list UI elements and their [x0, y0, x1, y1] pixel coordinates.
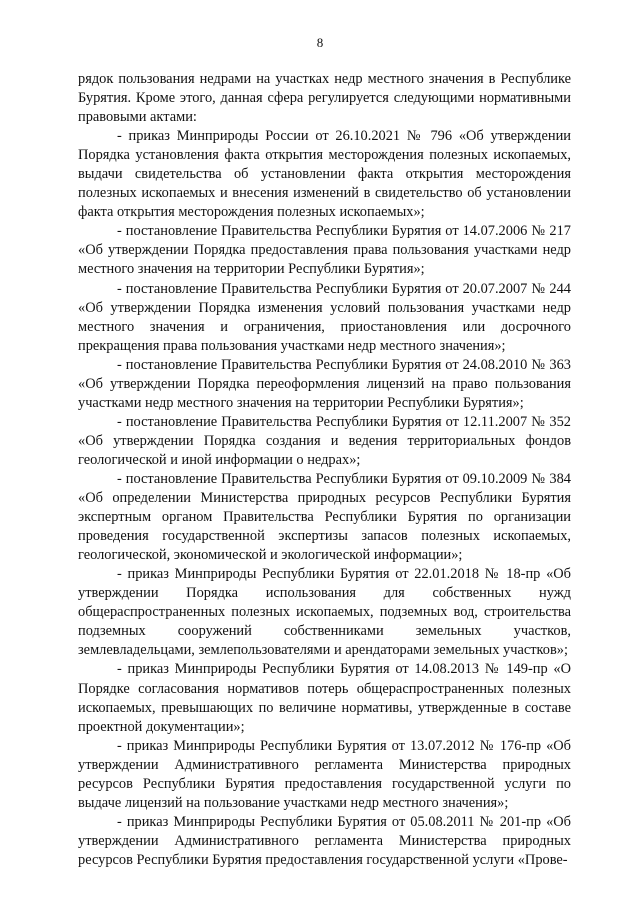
list-item: - постановление Правительства Республики Бурятия от 20.07.2007 № 244 «Об утверждении Порядка изменения условий пользования участками недр местного значения и ограничения, приостановления или досрочного прекращения права пользования участками недр местного значения»; — [78, 280, 571, 354]
page-number: 8 — [316, 35, 324, 50]
list-item: - постановление Правительства Республики Бурятия от 09.10.2009 № 384 «Об определении Министерства природных ресурсов Республики Бурятия экспертным органом Правительства Республики Бурятия по организации проведения государственной экспертизы запасов полезных ископаемых, геологической, экономической и экологической информации»; — [78, 470, 571, 564]
list-item: - постановление Правительства Республики Бурятия от 12.11.2007 № 352 «Об утверждении Порядка создания и ведения территориальных фондов геологической и иной информации о недрах»; — [78, 413, 571, 468]
paragraph: рядок пользования недрами на участках недр местного значения в Республике Бурятия. Кроме этого, данная сфера регулируется следующими нормативными правовыми актами: — [78, 71, 571, 126]
body-text — [78, 70, 571, 870]
list-item: - приказ Минприроды Республики Бурятия от 14.08.2013 № 149-пр «О Порядке согласования нормативов потерь общераспространенных полезных ископаемых, превышающих по величине нормативы, утвержденные в составе проектной документации»; — [78, 661, 571, 735]
list-item: - приказ Минприроды России от 26.10.2021 № 796 «Об утверждении Порядка установления факта открытия месторождения полезных ископаемых, выдачи свидетельства об установлении факта открытия месторождения полезных ископаемых и внесения изменений в свидетельство об установлении факта открытия месторождения полезных ископаемых»; — [78, 128, 571, 221]
list-item: - приказ Минприроды Республики Бурятия от 13.07.2012 № 176-пр «Об утверждении Административного регламента Министерства природных ресурсов Республики Бурятия предоставления государственной услуги по выдаче лицензий на пользование участками недр местного значения»; — [78, 737, 571, 811]
list-item: - постановление Правительства Республики Бурятия от 14.07.2006 № 217 «Об утверждении Порядка предоставления права пользования участками недр местного значения на территории Республики Бурятия»; — [78, 223, 571, 278]
list-item: - постановление Правительства Республики Бурятия от 24.08.2010 № 363 «Об утверждении Порядка переоформления лицензий на право пользования участками недр местного значения на территории Республики Бурятия»; — [78, 356, 571, 411]
list-item: - приказ Минприроды Республики Бурятия от 05.08.2011 № 201-пр «Об утверждении Административного регламента Министерства природных ресурсов Республики Бурятия предоставления государственной услуги «Прове- — [78, 813, 571, 868]
list-item: - приказ Минприроды Республики Бурятия от 22.01.2018 № 18-пр «Об утверждении Порядка использования для собственных нужд общераспространенных полезных ископаемых, подземных вод, строительства подземных сооружений собственниками земельных участков, землевладельцами, землепользователями и арендаторами земельных участков»; — [78, 566, 571, 659]
